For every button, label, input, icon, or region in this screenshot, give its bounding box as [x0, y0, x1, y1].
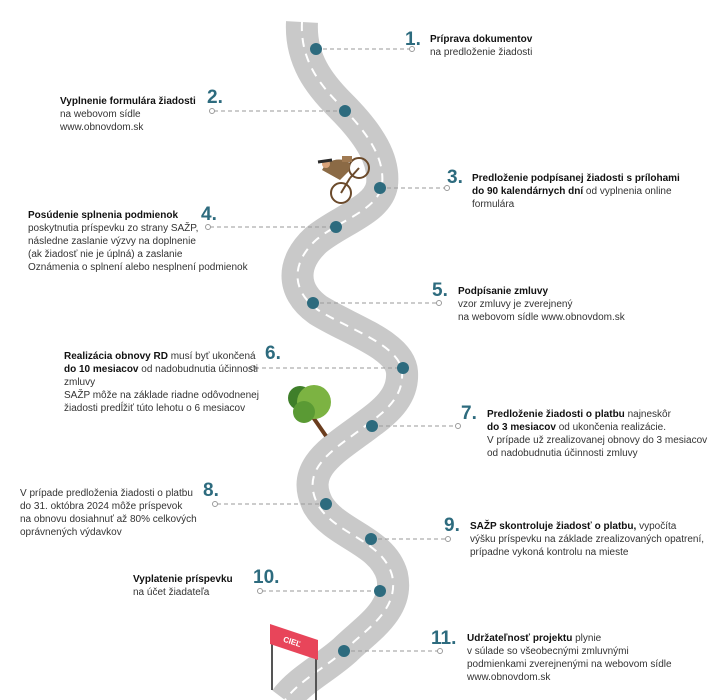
- step-text-10: [133, 573, 233, 599]
- step-line: výšku príspevku na základe zrealizovaných opatrení,: [470, 534, 705, 545]
- step-line: prípadne vykoná kontrolu na mieste: [470, 547, 629, 558]
- step-line: žiadosti predĺžiť túto lehotu o 6 mesiacov: [64, 403, 246, 414]
- step-text-3: [472, 172, 680, 211]
- finish-sign-label: CIEĽ: [281, 634, 303, 649]
- step-text-11: [467, 632, 672, 684]
- step-line: formulára: [472, 199, 515, 210]
- step-rest-6: musí byť ukončená: [167, 351, 256, 362]
- step-line: (ak žiadosť nie je úplná) a zaslanie: [28, 249, 183, 260]
- step-line: na účet žiadateľa: [133, 587, 210, 598]
- step-title-2: Vyplnenie formulára žiadosti: [60, 96, 196, 107]
- step-line: na webovom sídle www.obnovdom.sk: [458, 312, 625, 323]
- step-title-10: Vyplatenie príspevku: [133, 574, 233, 585]
- step-line: na obnovu dosiahnuť až 80% celkových: [20, 514, 197, 525]
- step-number-7: 7.: [461, 403, 477, 424]
- step-title-6: Realizácia obnovy RD: [64, 351, 168, 362]
- step-dot-1: [310, 43, 322, 55]
- step-line: www.obnovdom.sk: [60, 122, 144, 133]
- step-line: na webovom sídle: [60, 109, 141, 120]
- step-line: podmienkami zverejnenými na webovom sídle: [467, 659, 672, 670]
- step-dot-4: [330, 221, 342, 233]
- step-text-6: [64, 350, 259, 415]
- step-dot-5: [307, 297, 319, 309]
- step-title-4: Posúdenie splnenia podmienok: [28, 210, 179, 221]
- step-title-5: Podpísanie zmluvy: [458, 286, 549, 297]
- step-dot-7: [366, 420, 378, 432]
- step-title-1: Príprava dokumentov: [430, 34, 533, 45]
- step-number-10: 10.: [253, 567, 280, 588]
- step-number-4: 4.: [201, 204, 217, 225]
- step-dot-8: [320, 498, 332, 510]
- step-text-1: [430, 33, 532, 59]
- step-line: V prípade už zrealizovanej obnovy do 3 mesiacov: [487, 435, 708, 446]
- step-rest2-7: od ukončenia realizácie.: [555, 422, 666, 433]
- step-bold-7: do 3 mesiacov: [487, 422, 556, 433]
- step-line: následne zaslanie výzvy na doplnenie: [28, 236, 196, 247]
- step-line: poskytnutia príspevku zo strany SAŽP,: [28, 223, 199, 234]
- step-text-5: [458, 285, 625, 324]
- step-number-9: 9.: [444, 515, 460, 536]
- step-bold-3: do 90 kalendárnych dní: [472, 186, 584, 197]
- step-line: od nadobudnutia účinnosti zmluvy: [487, 448, 638, 459]
- step-number-11: 11.: [431, 628, 457, 649]
- step-rest-11: plynie: [572, 633, 602, 644]
- step-number-6: 6.: [265, 343, 281, 364]
- step-rest2-6: od nadobudnutia účinnosti: [138, 364, 259, 375]
- step-title-3: Predloženie podpísanej žiadosti s prílohami: [472, 173, 680, 184]
- step-line: zmluvy: [64, 377, 96, 388]
- step-text-2: [60, 95, 196, 134]
- step-dot-2: [339, 105, 351, 117]
- step-number-8: 8.: [203, 480, 219, 501]
- step-line: do 31. októbra 2024 môže príspevok: [20, 501, 183, 512]
- step-dot-11: [338, 645, 350, 657]
- step-line: Oznámenia o splnení alebo nesplnení podmienok: [28, 262, 248, 273]
- step-line: www.obnovdom.sk: [467, 672, 551, 683]
- step-number-5: 5.: [432, 280, 448, 301]
- step-rest-3: od vyplnenia online: [583, 186, 672, 197]
- step-bold-6: do 10 mesiacov: [64, 364, 139, 375]
- step-text-9: [470, 520, 704, 559]
- step-line: na predloženie žiadosti: [430, 47, 533, 58]
- tree-icon: [288, 385, 331, 436]
- step-rest-9: vypočíta: [636, 521, 677, 532]
- step-dot-10: [374, 585, 386, 597]
- step-title-7: Predloženie žiadosti o platbu: [487, 409, 625, 420]
- step-title-9: SAŽP skontroluje žiadosť o platbu,: [470, 521, 637, 532]
- winding-road: [285, 22, 402, 700]
- step-number-2: 2.: [207, 87, 223, 108]
- step-rest-7: najneskôr: [624, 409, 671, 420]
- step-dot-3: [374, 182, 386, 194]
- step-text-7: [487, 408, 707, 460]
- step-number-1: 1.: [405, 29, 421, 50]
- step-line: vzor zmluvy je zverejnený: [458, 299, 573, 310]
- step-dot-6: [397, 362, 409, 374]
- step-text-8: [20, 487, 197, 539]
- step-dot-9: [365, 533, 377, 545]
- step-line: v súlade so všeobecnými zmluvnými: [467, 646, 629, 657]
- step-number-3: 3.: [447, 167, 463, 188]
- step-line: SAŽP môže na základe riadne odôvodnenej: [64, 390, 259, 401]
- step-line: oprávnených výdavkov: [20, 527, 122, 538]
- step-line: V prípade predloženia žiadosti o platbu: [20, 488, 193, 499]
- step-title-11: Udržateľnosť projektu: [467, 633, 573, 644]
